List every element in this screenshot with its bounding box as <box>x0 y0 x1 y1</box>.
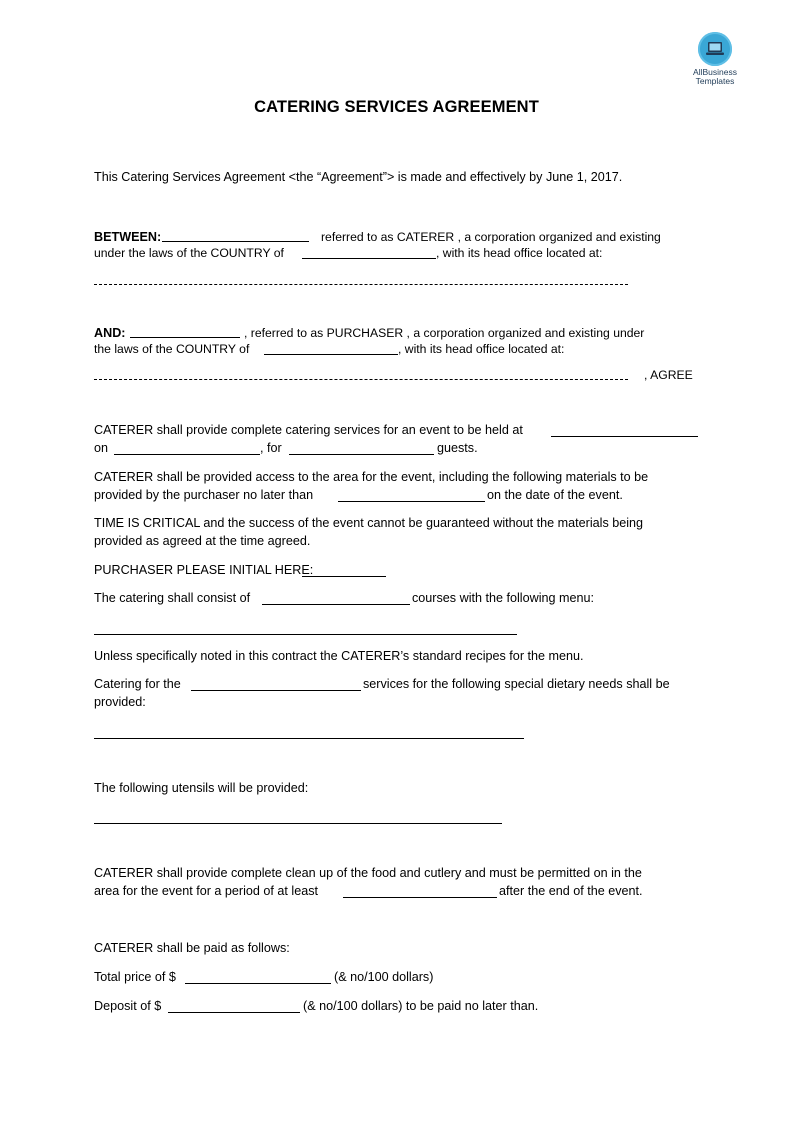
cleanup-clause-line1: CATERER shall provide complete clean up of the food and cutlery and must be permitted on in the <box>94 866 642 880</box>
event-location-field[interactable] <box>551 436 698 437</box>
brand-name-line2: Templates <box>695 76 735 86</box>
and-line1-text: , referred to as PURCHASER , a corporation organized and existing under <box>244 326 645 340</box>
event-clause-line1: CATERER shall provide complete catering services for an event to be held at <box>94 423 523 437</box>
intro-paragraph: This Catering Services Agreement <the “Agreement”> is made and effectively by June 1, 2017. <box>94 170 623 184</box>
between-label: BETWEEN: <box>94 230 162 244</box>
event-clause-guests: guests. <box>437 441 478 455</box>
event-date-field[interactable] <box>114 454 260 455</box>
deposit-suffix: (& no/100 dollars) to be paid no later than. <box>303 999 539 1013</box>
purchaser-name-field[interactable] <box>130 337 240 338</box>
total-price-field[interactable] <box>185 983 331 984</box>
total-price-label: Total price of $ <box>94 970 176 984</box>
time-clause-line1: TIME IS CRITICAL and the success of the event cannot be guaranteed without the materials being <box>94 516 644 530</box>
deposit-label: Deposit of $ <box>94 999 162 1013</box>
caterer-country-field[interactable] <box>302 258 436 259</box>
laptop-icon <box>698 32 732 66</box>
recipes-clause: Unless specifically noted in this contract the CATERER’s standard recipes for the menu. <box>94 649 584 663</box>
menu-field[interactable] <box>94 634 517 635</box>
dietary-services-field[interactable] <box>191 690 361 691</box>
courses-count-field[interactable] <box>262 604 410 605</box>
time-clause-line2: provided as agreed at the time agreed. <box>94 534 311 548</box>
purchaser-address-field[interactable] <box>94 379 628 380</box>
purchaser-initial-field[interactable] <box>302 576 386 577</box>
and-line2-text-a: the laws of the COUNTRY of <box>94 342 250 356</box>
guest-count-field[interactable] <box>289 454 434 455</box>
cleanup-clause-line2a: area for the event for a period of at least <box>94 884 319 898</box>
access-clause-line2b: on the date of the event. <box>487 488 623 502</box>
document-title: CATERING SERVICES AGREEMENT <box>254 98 539 116</box>
caterer-address-field[interactable] <box>94 284 628 285</box>
event-clause-on: on <box>94 441 109 455</box>
agree-text: , AGREE <box>644 368 693 382</box>
deposit-field[interactable] <box>168 1012 300 1013</box>
caterer-name-field[interactable] <box>162 241 309 242</box>
access-clause-line1: CATERER shall be provided access to the area for the event, including the following materials to be <box>94 470 649 484</box>
and-label: AND: <box>94 326 126 340</box>
utensils-clause: The following utensils will be provided: <box>94 781 309 795</box>
payment-heading: CATERER shall be paid as follows: <box>94 941 290 955</box>
between-line2-text-a: under the laws of the COUNTRY of <box>94 246 284 260</box>
dietary-needs-field[interactable] <box>94 738 524 739</box>
utensils-field[interactable] <box>94 823 502 824</box>
initial-label: PURCHASER PLEASE INITIAL HERE: <box>94 563 314 577</box>
total-price-suffix: (& no/100 dollars) <box>334 970 434 984</box>
dietary-clause-line2: provided: <box>94 695 146 709</box>
purchaser-country-field[interactable] <box>264 354 398 355</box>
brand-name-line1: AllBusiness <box>693 67 737 77</box>
and-line2-text-b: , with its head office located at: <box>398 342 565 356</box>
brand-logo <box>690 32 740 86</box>
access-clause-line2a: provided by the purchaser no later than <box>94 488 314 502</box>
dietary-clause-b: services for the following special dietary needs shall be <box>363 677 670 691</box>
between-line1-text: referred to as CATERER , a corporation organized and existing <box>321 230 661 244</box>
dietary-clause-a: Catering for the <box>94 677 181 691</box>
cleanup-period-field[interactable] <box>343 897 497 898</box>
between-line2-text-b: , with its head office located at: <box>436 246 603 260</box>
materials-deadline-field[interactable] <box>338 501 485 502</box>
menu-clause-a: The catering shall consist of <box>94 591 251 605</box>
menu-clause-b: courses with the following menu: <box>412 591 595 605</box>
cleanup-clause-line2b: after the end of the event. <box>499 884 643 898</box>
event-clause-for: , for <box>260 441 282 455</box>
